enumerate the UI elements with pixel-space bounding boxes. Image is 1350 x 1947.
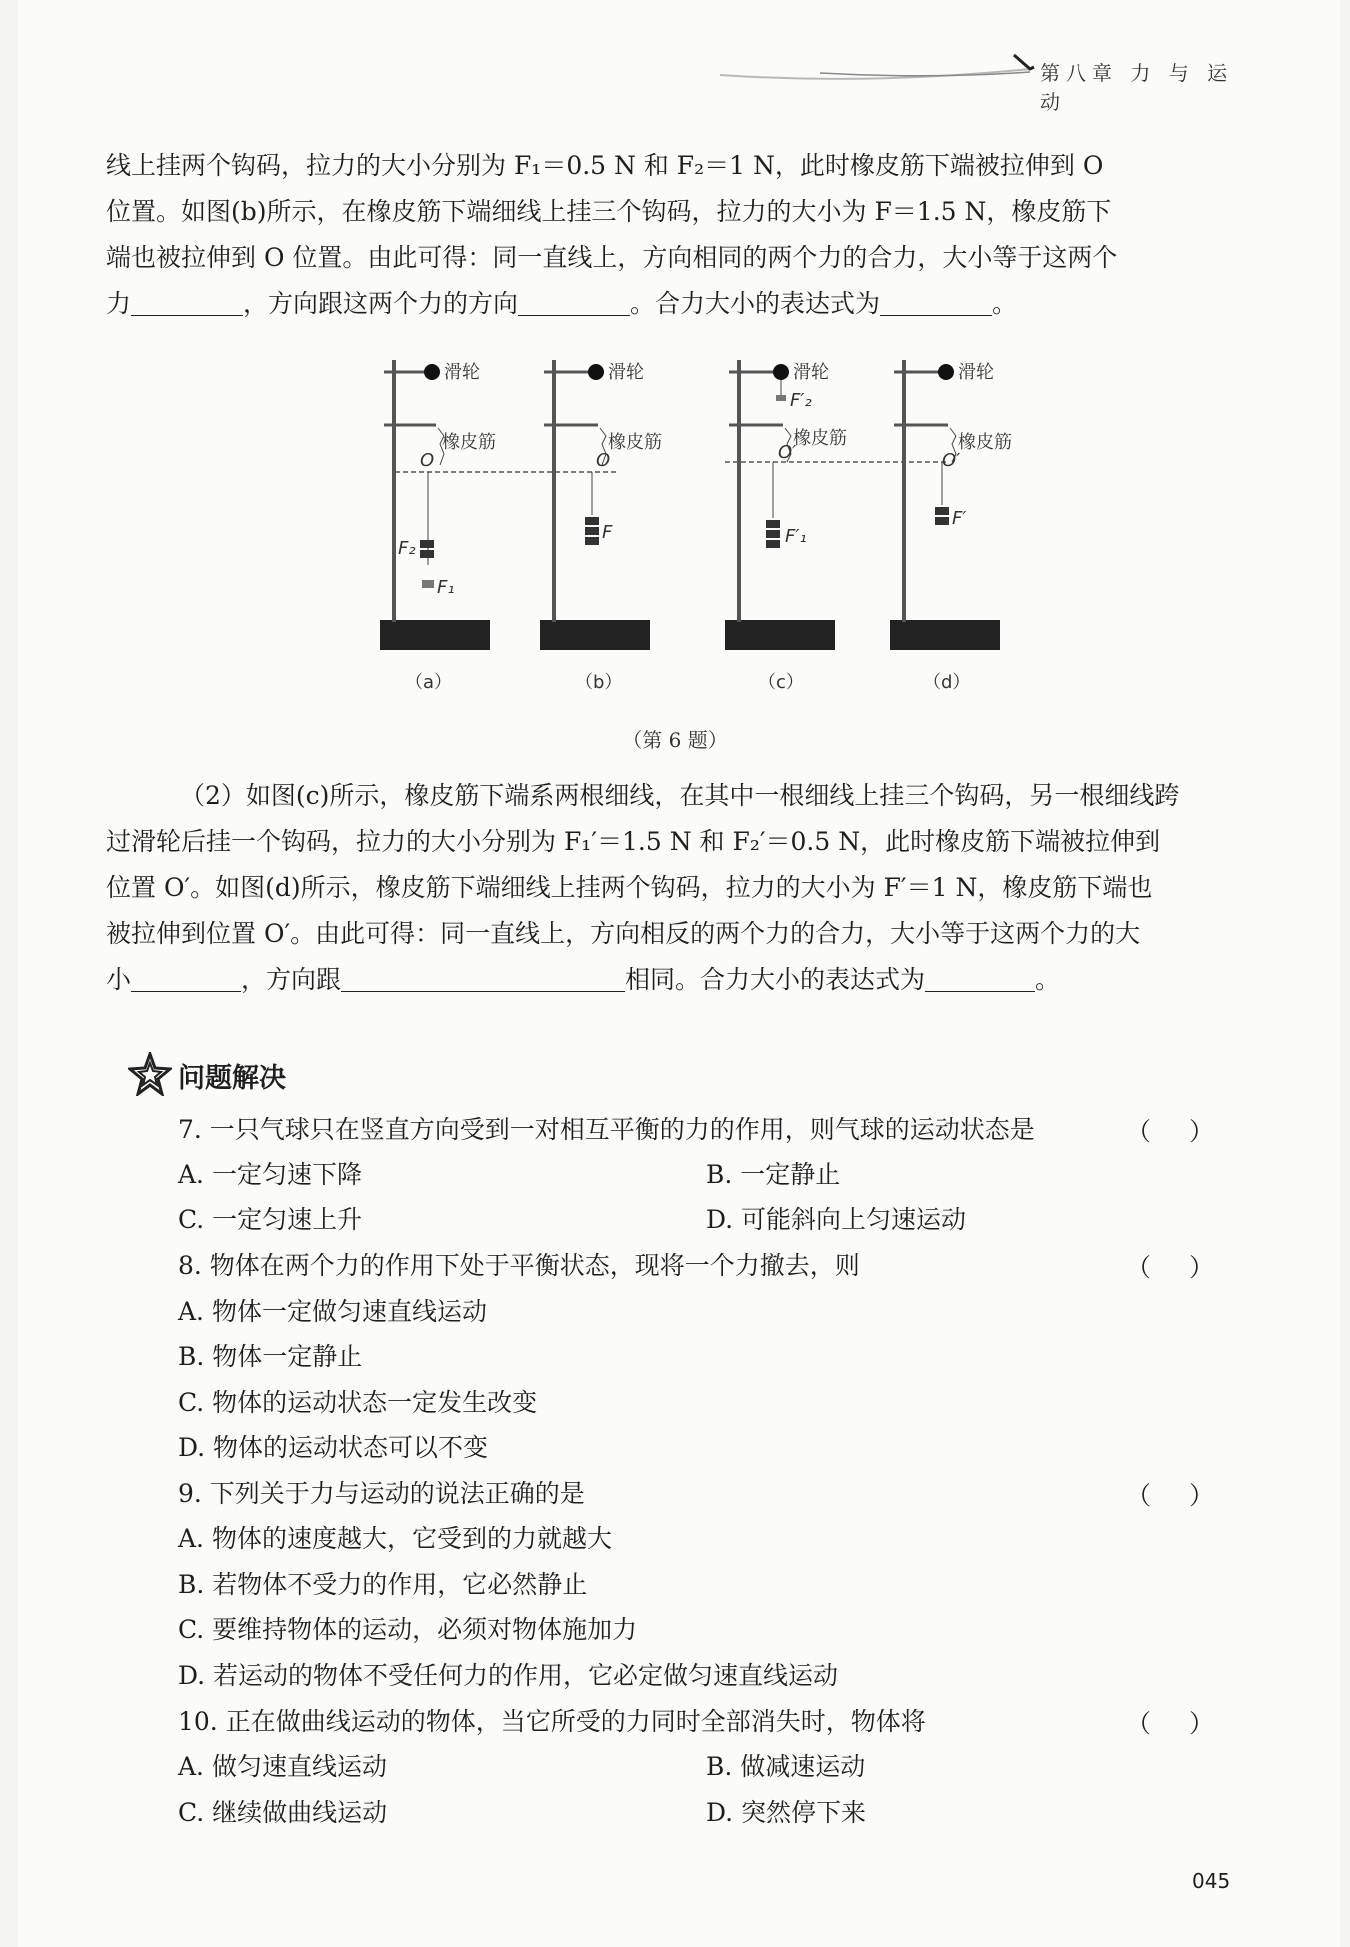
section-title: 问题解决: [178, 1063, 286, 1094]
panel-label-d: （d）: [923, 672, 971, 693]
text-line: 位置。如图(b)所示，在橡皮筋下端细线上挂三个钩码，拉力的大小为 F＝1.5 N，橡皮筋下: [106, 197, 1112, 226]
part2-paragraph: [106, 773, 1242, 1003]
question-8-option-a[interactable]: A. 物体一定做匀速直线运动: [178, 1297, 487, 1326]
force-f1-label: F₁: [437, 577, 455, 598]
question-7-option-c[interactable]: C. 一定匀速上升: [178, 1205, 363, 1234]
question-7-option-b[interactable]: B. 一定静止: [706, 1160, 841, 1189]
force-f1p-label: F′₁: [785, 526, 807, 547]
pulley-label: 滑轮: [958, 362, 994, 383]
text-line-with-blanks: [106, 281, 1242, 327]
stand-c: [725, 360, 835, 650]
intro-paragraph: [106, 143, 1242, 327]
answer-blank[interactable]: [925, 963, 1035, 992]
question-7-stem: 7. 一只气球只在竖直方向受到一对相互平衡的力的作用，则气球的运动状态是: [178, 1115, 1035, 1144]
text-fragment: ，方向跟: [241, 965, 342, 994]
text-line: （2）如图(c)所示，橡皮筋下端系两根细线，在其中一根细线上挂三个钩码，另一根细线跨: [180, 781, 1180, 810]
answer-paren[interactable]: （）: [1125, 1117, 1252, 1146]
chapter-title: 第八章 力 与 运 动: [1040, 61, 1234, 114]
stand-b: [540, 360, 650, 650]
answer-paren[interactable]: （）: [1125, 1709, 1252, 1738]
answer-paren[interactable]: （）: [1125, 1481, 1252, 1510]
question-8-option-c[interactable]: C. 物体的运动状态一定发生改变: [178, 1388, 538, 1417]
page-number: 045: [1192, 1869, 1231, 1893]
question-8-option-b[interactable]: B. 物体一定静止: [178, 1342, 363, 1371]
text-line: 被拉伸到位置 O′。由此可得：同一直线上，方向相反的两个力的合力，大小等于这两个力的大: [106, 919, 1141, 948]
question-8-stem: 8. 物体在两个力的作用下处于平衡状态，现将一个力撤去，则: [178, 1251, 860, 1280]
text-line-with-blanks: [106, 957, 1242, 1003]
experiment-figure: [360, 350, 1020, 693]
text-fragment: 。: [1035, 965, 1061, 994]
text-fragment: 力: [106, 289, 132, 318]
pen-icon: [1012, 51, 1036, 75]
answer-blank[interactable]: [518, 287, 630, 316]
point-o-prime-label: O′: [778, 442, 797, 463]
force-f2p-label: F′₂: [790, 390, 812, 411]
question-7-option-a[interactable]: A. 一定匀速下降: [178, 1160, 362, 1189]
answer-blank[interactable]: [880, 287, 992, 316]
panel-label-c: （c）: [758, 672, 804, 693]
point-o-label: O: [420, 450, 435, 471]
text-fragment: 。合力大小的表达式为: [630, 289, 881, 318]
answer-paren[interactable]: （）: [1125, 1253, 1252, 1282]
answer-blank[interactable]: [131, 287, 243, 316]
text-fragment: 小: [106, 965, 132, 994]
text-line: 端也被拉伸到 O 位置。由此可得：同一直线上，方向相同的两个力的合力，大小等于这两个: [106, 243, 1118, 272]
band-label: 橡皮筋: [793, 428, 847, 449]
pulley-label: 滑轮: [444, 362, 480, 383]
question-8-option-d[interactable]: D. 物体的运动状态可以不变: [178, 1433, 489, 1462]
band-label: 橡皮筋: [958, 432, 1012, 453]
pulley-label: 滑轮: [608, 362, 644, 383]
question-9-stem: 9. 下列关于力与运动的说法正确的是: [178, 1479, 585, 1508]
answer-blank[interactable]: [341, 963, 625, 992]
band-label: 橡皮筋: [442, 432, 496, 453]
question-9-option-b[interactable]: B. 若物体不受力的作用，它必然静止: [178, 1570, 588, 1599]
question-10-stem: 10. 正在做曲线运动的物体，当它所受的力同时全部消失时，物体将: [178, 1707, 926, 1736]
force-fp-label: F′: [952, 508, 967, 529]
question-9-option-c[interactable]: C. 要维持物体的运动，必须对物体施加力: [178, 1615, 638, 1644]
point-o-label: O: [596, 450, 611, 471]
question-10-option-d[interactable]: D. 突然停下来: [706, 1798, 867, 1827]
header-swoosh-icon: [700, 55, 1040, 85]
pulley-label: 滑轮: [793, 362, 829, 383]
force-f2-label: F₂: [398, 538, 416, 559]
chapter-header: [700, 55, 1260, 114]
question-10-option-b[interactable]: B. 做减速运动: [706, 1752, 866, 1781]
apparatus-drawing: [360, 350, 1020, 680]
force-f-label: F: [602, 522, 613, 543]
band-label: 橡皮筋: [608, 432, 662, 453]
panel-label-a: （a）: [405, 672, 453, 693]
question-10-option-a[interactable]: A. 做匀速直线运动: [178, 1752, 387, 1781]
figure-caption: （第 6 题）: [622, 728, 728, 752]
text-line: 线上挂两个钩码，拉力的大小分别为 F₁＝0.5 N 和 F₂＝1 N，此时橡皮筋下端被拉伸到 O: [106, 151, 1104, 180]
answer-blank[interactable]: [131, 963, 241, 992]
stand-a: [380, 360, 490, 650]
question-9-option-a[interactable]: A. 物体的速度越大，它受到的力就越大: [178, 1524, 612, 1553]
text-line: 过滑轮后挂一个钩码，拉力的大小分别为 F₁′＝1.5 N 和 F₂′＝0.5 N，此时橡皮筋下端被拉伸到: [106, 827, 1161, 856]
stand-d: [890, 360, 1000, 650]
question-9-option-d[interactable]: D. 若运动的物体不受任何力的作用，它必定做匀速直线运动: [178, 1661, 839, 1690]
text-fragment: 。: [992, 289, 1018, 318]
question-10-option-c[interactable]: C. 继续做曲线运动: [178, 1798, 388, 1827]
star-icon: [128, 1052, 172, 1096]
text-fragment: ，方向跟这两个力的方向: [243, 289, 519, 318]
text-line: 位置 O′。如图(d)所示，橡皮筋下端细线上挂两个钩码，拉力的大小为 F′＝1 N，橡皮筋下端也: [106, 873, 1153, 902]
question-7-option-d[interactable]: D. 可能斜向上匀速运动: [706, 1205, 967, 1234]
panel-label-b: （b）: [575, 672, 623, 693]
text-fragment: 相同。合力大小的表达式为: [625, 965, 926, 994]
point-o-prime-label: O′: [942, 450, 961, 471]
